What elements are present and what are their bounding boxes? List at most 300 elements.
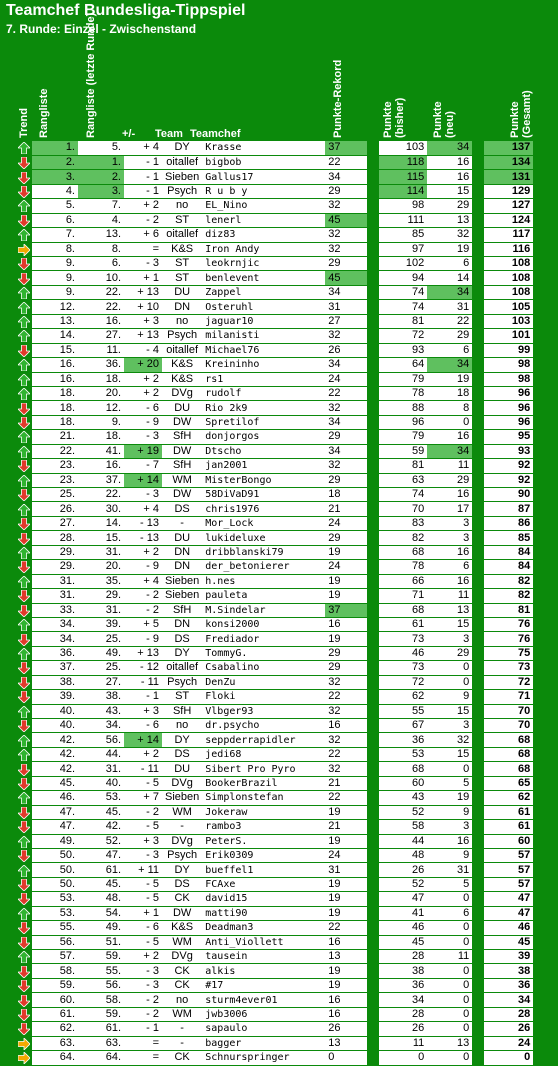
rek-cell: 37 [325, 603, 367, 617]
rek-cell: 22 [325, 791, 367, 805]
neu-cell: 5 [427, 877, 472, 891]
spacer-cell [367, 892, 379, 906]
bis-cell: 68 [379, 762, 427, 776]
trend-cell [16, 704, 32, 718]
bis-cell: 73 [379, 661, 427, 675]
rank-cell: 37. [32, 661, 78, 675]
neu-cell: 3 [427, 632, 472, 646]
prev-cell: 52. [78, 834, 124, 848]
arrow-up-icon [18, 446, 30, 458]
rank-cell: 56. [32, 935, 78, 949]
spacer-cell [472, 574, 484, 588]
prev-cell: 11. [78, 343, 124, 357]
rank-cell: 28. [32, 531, 78, 545]
ges-cell: 85 [484, 531, 533, 545]
arrow-down-icon [18, 258, 30, 270]
team-cell: ST [162, 257, 202, 271]
rank-cell: 26. [32, 502, 78, 516]
neu-cell: 15 [427, 617, 472, 631]
spacer-cell [367, 1007, 379, 1021]
spacer-cell [472, 502, 484, 516]
neu-cell: 32 [427, 228, 472, 242]
trend-cell [16, 300, 32, 314]
trend-cell [16, 459, 32, 473]
chef-cell: alkis [202, 964, 325, 978]
rank-cell: 50. [32, 863, 78, 877]
spacer-cell [472, 257, 484, 271]
chef-cell: pauleta [202, 589, 325, 603]
prev-cell: 59. [78, 1007, 124, 1021]
diff-cell: = [124, 242, 162, 256]
arrow-down-icon [18, 995, 30, 1007]
trend-cell [16, 834, 32, 848]
diff-cell: - 5 [124, 935, 162, 949]
rank-cell: 49. [32, 834, 78, 848]
rank-cell: 16. [32, 372, 78, 386]
diff-cell: - 2 [124, 213, 162, 227]
ges-cell: 38 [484, 964, 533, 978]
trend-cell [16, 719, 32, 733]
ges-cell: 57 [484, 877, 533, 891]
rank-cell: 7. [32, 228, 78, 242]
team-cell: Sieben [162, 574, 202, 588]
bis-cell: 114 [379, 184, 427, 198]
bis-cell: 28 [379, 1007, 427, 1021]
chef-cell: TommyG. [202, 646, 325, 660]
team-cell: Psych [162, 329, 202, 343]
diff-cell: - 7 [124, 459, 162, 473]
team-cell: SfH [162, 430, 202, 444]
rek-cell: 22 [325, 921, 367, 935]
spacer-cell [367, 632, 379, 646]
rek-cell: 32 [325, 329, 367, 343]
arrow-down-icon [18, 460, 30, 472]
rank-cell: 9. [32, 257, 78, 271]
table-row [16, 170, 533, 184]
rank-cell: 29. [32, 560, 78, 574]
neu-cell: 16 [427, 430, 472, 444]
spacer-cell [367, 993, 379, 1007]
team-cell: no [162, 993, 202, 1007]
rank-cell: 36. [32, 646, 78, 660]
rek-cell: 45 [325, 213, 367, 227]
prev-cell: 30. [78, 502, 124, 516]
diff-cell: - 5 [124, 892, 162, 906]
team-cell: DW [162, 444, 202, 458]
neu-cell: 34 [427, 358, 472, 372]
trend-cell [16, 415, 32, 429]
bis-cell: 61 [379, 617, 427, 631]
spacer-cell [367, 170, 379, 184]
trend-cell [16, 892, 32, 906]
prev-cell: 5. [78, 141, 124, 155]
neu-cell: 19 [427, 242, 472, 256]
prev-cell: 51. [78, 935, 124, 949]
ges-cell: 108 [484, 271, 533, 285]
trend-cell [16, 444, 32, 458]
neu-cell: 16 [427, 574, 472, 588]
rank-cell: 21. [32, 430, 78, 444]
arrow-up-icon [18, 330, 30, 342]
ges-cell: 96 [484, 415, 533, 429]
ges-cell: 105 [484, 300, 533, 314]
spacer-cell [367, 560, 379, 574]
prev-cell: 16. [78, 459, 124, 473]
bis-cell: 44 [379, 834, 427, 848]
trend-cell [16, 950, 32, 964]
arrow-down-icon [18, 677, 30, 689]
ges-cell: 84 [484, 560, 533, 574]
rank-cell: 53. [32, 906, 78, 920]
chef-cell: Osteruhl [202, 300, 325, 314]
table-row [16, 791, 533, 805]
ges-cell: 60 [484, 834, 533, 848]
spacer-cell [472, 488, 484, 502]
arrow-down-icon [18, 417, 30, 429]
ges-cell: 68 [484, 762, 533, 776]
chef-cell: Mor_Lock [202, 516, 325, 530]
diff-cell: - 3 [124, 257, 162, 271]
team-cell: oitallef [162, 155, 202, 169]
rek-cell: 19 [325, 892, 367, 906]
table-row [16, 603, 533, 617]
team-cell: oitallef [162, 343, 202, 357]
diff-cell: - 2 [124, 805, 162, 819]
neu-cell: 13 [427, 213, 472, 227]
team-cell: K&S [162, 921, 202, 935]
rek-cell: 45 [325, 271, 367, 285]
bis-cell: 59 [379, 444, 427, 458]
spacer-cell [472, 892, 484, 906]
chef-cell: Frediador [202, 632, 325, 646]
neu-cell: 16 [427, 155, 472, 169]
trend-cell [16, 271, 32, 285]
arrow-up-icon [18, 142, 30, 154]
table-body [16, 141, 533, 1065]
chef-cell: Simplonstefan [202, 791, 325, 805]
chef-cell: Csabalino [202, 661, 325, 675]
chef-cell: rambo3 [202, 820, 325, 834]
rek-cell: 32 [325, 704, 367, 718]
diff-cell: + 3 [124, 314, 162, 328]
arrow-up-icon [18, 200, 30, 212]
diff-cell: + 14 [124, 473, 162, 487]
rek-cell: 29 [325, 531, 367, 545]
chef-cell: #17 [202, 978, 325, 992]
team-cell: - [162, 820, 202, 834]
ges-cell: 81 [484, 603, 533, 617]
prev-cell: 7. [78, 199, 124, 213]
prev-cell: 54. [78, 906, 124, 920]
team-cell: no [162, 314, 202, 328]
spacer-cell [367, 372, 379, 386]
bis-cell: 85 [379, 228, 427, 242]
rank-cell: 5. [32, 199, 78, 213]
prev-cell: 63. [78, 1036, 124, 1050]
team-cell: DVg [162, 834, 202, 848]
spacer-cell [472, 704, 484, 718]
prev-cell: 29. [78, 589, 124, 603]
chef-cell: rs1 [202, 372, 325, 386]
neu-cell: 29 [427, 199, 472, 213]
bis-cell: 102 [379, 257, 427, 271]
rank-cell: 60. [32, 993, 78, 1007]
arrow-right-icon [18, 1038, 30, 1050]
team-cell: WM [162, 935, 202, 949]
spacer-cell [472, 632, 484, 646]
rek-cell: 21 [325, 820, 367, 834]
ges-cell: 72 [484, 675, 533, 689]
spacer-cell [472, 921, 484, 935]
diff-cell: + 2 [124, 372, 162, 386]
bis-cell: 78 [379, 386, 427, 400]
spacer-cell [367, 459, 379, 473]
spacer-cell [367, 791, 379, 805]
arrow-up-icon [18, 316, 30, 328]
ges-cell: 24 [484, 1036, 533, 1050]
ges-cell: 46 [484, 921, 533, 935]
rek-cell: 24 [325, 372, 367, 386]
rek-cell: 16 [325, 993, 367, 1007]
ges-cell: 28 [484, 1007, 533, 1021]
trend-cell [16, 473, 32, 487]
table-row [16, 848, 533, 862]
diff-cell: + 3 [124, 704, 162, 718]
table-row [16, 747, 533, 761]
rank-cell: 25. [32, 488, 78, 502]
chef-cell: bueffel1 [202, 863, 325, 877]
rek-cell: 26 [325, 343, 367, 357]
arrow-up-icon [18, 576, 30, 588]
team-cell: WM [162, 805, 202, 819]
diff-cell: + 11 [124, 863, 162, 877]
neu-cell: 18 [427, 386, 472, 400]
rek-cell: 32 [325, 199, 367, 213]
spacer-cell [367, 690, 379, 704]
neu-cell: 0 [427, 415, 472, 429]
rank-cell: 46. [32, 791, 78, 805]
spacer-cell [472, 415, 484, 429]
arrow-down-icon [18, 1009, 30, 1021]
spacer-cell [472, 314, 484, 328]
rek-cell: 24 [325, 560, 367, 574]
diff-cell: + 2 [124, 199, 162, 213]
trend-cell [16, 228, 32, 242]
neu-cell: 31 [427, 300, 472, 314]
table-row [16, 473, 533, 487]
trend-cell [16, 358, 32, 372]
chef-cell: Kreininho [202, 358, 325, 372]
rank-cell: 50. [32, 848, 78, 862]
spacer-cell [472, 776, 484, 790]
spacer-cell [367, 329, 379, 343]
table-row [16, 228, 533, 242]
rank-cell: 42. [32, 747, 78, 761]
arrow-up-icon [18, 287, 30, 299]
prev-cell: 42. [78, 820, 124, 834]
chef-cell: jaguar10 [202, 314, 325, 328]
team-cell: SfH [162, 704, 202, 718]
ges-cell: 82 [484, 589, 533, 603]
trend-cell [16, 646, 32, 660]
team-cell: Psych [162, 184, 202, 198]
chef-cell: DenZu [202, 675, 325, 689]
ges-cell: 108 [484, 285, 533, 299]
table-row [16, 184, 533, 198]
neu-cell: 29 [427, 473, 472, 487]
bis-cell: 81 [379, 459, 427, 473]
trend-cell [16, 964, 32, 978]
neu-cell: 29 [427, 329, 472, 343]
spacer-cell [472, 184, 484, 198]
rank-cell: 38. [32, 675, 78, 689]
bis-cell: 73 [379, 632, 427, 646]
diff-cell: - 4 [124, 343, 162, 357]
spacer-cell [472, 386, 484, 400]
header-punkte-gesamt: Punkte (Gesamt) [509, 90, 533, 138]
rank-cell: 4. [32, 184, 78, 198]
prev-cell: 58. [78, 993, 124, 1007]
arrow-up-icon [18, 547, 30, 559]
arrow-down-icon [18, 186, 30, 198]
diff-cell: - 11 [124, 675, 162, 689]
bis-cell: 103 [379, 141, 427, 155]
rank-cell: 29. [32, 545, 78, 559]
rank-cell: 40. [32, 704, 78, 718]
rek-cell: 19 [325, 589, 367, 603]
diff-cell: + 2 [124, 747, 162, 761]
spacer-cell [367, 603, 379, 617]
spacer-cell [472, 661, 484, 675]
spacer-cell [472, 863, 484, 877]
arrow-up-icon [18, 865, 30, 877]
header-punkte-neu: Punkte (neu) [432, 101, 456, 138]
trend-cell [16, 184, 32, 198]
diff-cell: + 20 [124, 358, 162, 372]
chef-cell: Erik0309 [202, 848, 325, 862]
spacer-cell [472, 199, 484, 213]
bis-cell: 72 [379, 675, 427, 689]
team-cell: DN [162, 617, 202, 631]
arrow-down-icon [18, 662, 30, 674]
page-subtitle: 7. Runde: Einzel - Zwischenstand [6, 22, 197, 36]
bis-cell: 45 [379, 935, 427, 949]
prev-cell: 22. [78, 300, 124, 314]
table-row [16, 444, 533, 458]
trend-cell [16, 805, 32, 819]
spacer-cell [472, 1051, 484, 1065]
bis-cell: 36 [379, 978, 427, 992]
ges-cell: 92 [484, 473, 533, 487]
chef-cell: jedi68 [202, 747, 325, 761]
spacer-cell [472, 589, 484, 603]
bis-cell: 38 [379, 964, 427, 978]
rek-cell: 19 [325, 545, 367, 559]
neu-cell: 22 [427, 314, 472, 328]
prev-cell: 39. [78, 617, 124, 631]
arrow-up-icon [18, 229, 30, 241]
rank-cell: 18. [32, 401, 78, 415]
spacer-cell [367, 141, 379, 155]
neu-cell: 3 [427, 516, 472, 530]
spacer-cell [367, 155, 379, 169]
ges-cell: 39 [484, 950, 533, 964]
rek-cell: 19 [325, 632, 367, 646]
rank-cell: 18. [32, 386, 78, 400]
spacer-cell [367, 285, 379, 299]
neu-cell: 6 [427, 343, 472, 357]
spacer-cell [472, 329, 484, 343]
neu-cell: 3 [427, 719, 472, 733]
table-row [16, 459, 533, 473]
rank-cell: 9. [32, 271, 78, 285]
spacer-cell [367, 358, 379, 372]
rank-cell: 34. [32, 632, 78, 646]
rek-cell: 32 [325, 459, 367, 473]
chef-cell: sturm4ever01 [202, 993, 325, 1007]
neu-cell: 0 [427, 964, 472, 978]
prev-cell: 47. [78, 848, 124, 862]
rank-cell: 23. [32, 473, 78, 487]
spacer-cell [367, 343, 379, 357]
bis-cell: 48 [379, 848, 427, 862]
ges-cell: 101 [484, 329, 533, 343]
arrow-down-icon [18, 518, 30, 530]
ges-cell: 62 [484, 791, 533, 805]
neu-cell: 16 [427, 170, 472, 184]
prev-cell: 49. [78, 646, 124, 660]
prev-cell: 14. [78, 516, 124, 530]
arrow-right-icon [18, 1052, 30, 1064]
bis-cell: 52 [379, 805, 427, 819]
prev-cell: 22. [78, 488, 124, 502]
team-cell: DY [162, 733, 202, 747]
prev-cell: 8. [78, 242, 124, 256]
table-row [16, 242, 533, 256]
spacer-cell [472, 213, 484, 227]
spacer-cell [367, 401, 379, 415]
arrow-up-icon [18, 619, 30, 631]
team-cell: DU [162, 531, 202, 545]
chef-cell: konsi2000 [202, 617, 325, 631]
ges-cell: 116 [484, 242, 533, 256]
neu-cell: 19 [427, 791, 472, 805]
neu-cell: 34 [427, 285, 472, 299]
chef-cell: benlevent [202, 271, 325, 285]
prev-cell: 45. [78, 877, 124, 891]
chef-cell: 58DiVaD91 [202, 488, 325, 502]
table-row [16, 704, 533, 718]
chef-cell: tausein [202, 950, 325, 964]
bis-cell: 118 [379, 155, 427, 169]
neu-cell: 15 [427, 704, 472, 718]
diff-cell: + 13 [124, 285, 162, 299]
spacer-cell [472, 690, 484, 704]
chef-cell: lukideluxe [202, 531, 325, 545]
bis-cell: 74 [379, 300, 427, 314]
rank-cell: 18. [32, 415, 78, 429]
table-row [16, 935, 533, 949]
bis-cell: 11 [379, 1036, 427, 1050]
neu-cell: 0 [427, 762, 472, 776]
neu-cell: 16 [427, 488, 472, 502]
ges-cell: 70 [484, 704, 533, 718]
spacer-cell [472, 719, 484, 733]
chef-cell: M.Sindelar [202, 603, 325, 617]
bis-cell: 26 [379, 1022, 427, 1036]
diff-cell: + 2 [124, 950, 162, 964]
neu-cell: 13 [427, 1036, 472, 1050]
